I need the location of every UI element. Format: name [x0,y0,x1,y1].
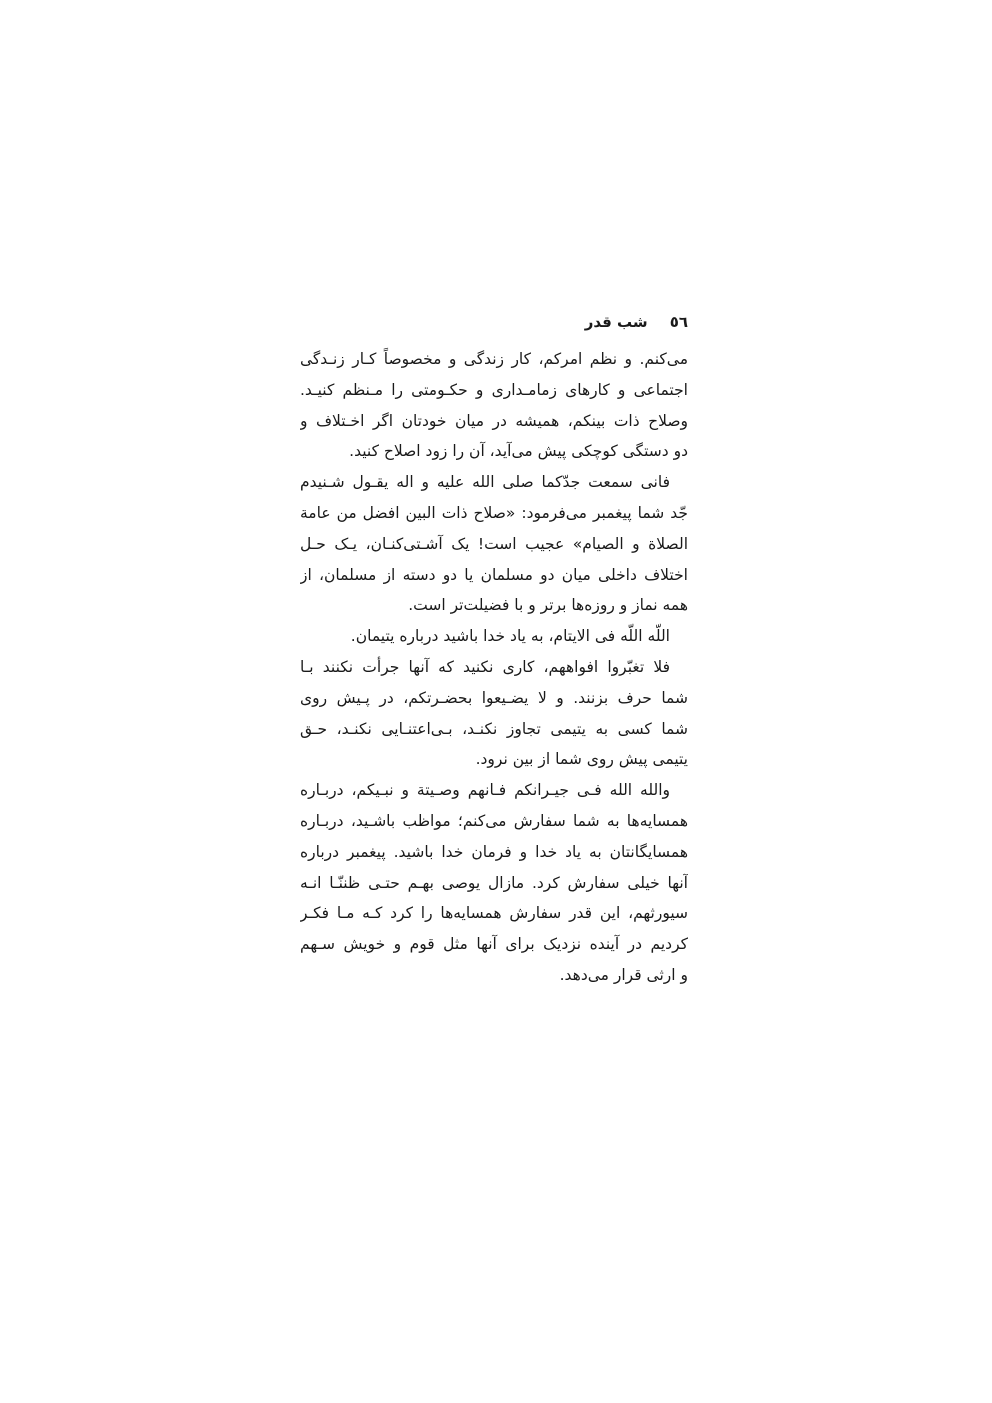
text-line: اجتماعی و کارهای زمامـداری و حکـومتی را مـنظم کنیـد. [300,380,688,399]
text-line: اختلاف داخلی میان دو مسلمان یا دو دسته از مسلمان، از [300,565,688,584]
text-line: می‌کنم. و نظم امرکم، کار زندگی و مخصوصاً کـار زنـدگی [300,350,688,368]
text-line: جّد شما پیغمبر می‌فرمود: «صلاح ذات البین افضل من عامة [300,503,688,522]
book-title: شب قدر [584,313,648,331]
text-line: شما حرف بزنند. و لا یضـیعوا بحضـرتکم، در پـیش روی [300,688,688,707]
text-line: آنها خیلی سفارش کرد. مازال یوصی بهـم حتـی ظننّـا انـه [300,873,688,892]
text-line: فانی سمعت جدّکما صلی الله علیه و اله یقـول شـنیدم [300,473,670,492]
page-header [300,308,688,336]
text-line: فلا تغبّروا افواههم، کاری نکنید که آنها جرأت نکنند بـا [300,657,670,676]
text-line: وصلاح ذات بینکم، همیشه در میان خودتان اگر اخـتلاف و [300,411,688,430]
text-line: و ارثی قرار می‌دهد. [559,965,688,984]
text-line: الصلاة و الصیام» عجیب است! یک آشـتی‌کنـان، یـک حـل [300,534,688,553]
body-text [300,344,688,991]
text-line: والله الله فـی جیـرانکم فـانهم وصـیتة و نبـیکم، دربـاره [300,781,670,800]
text-line: همه نماز و روزه‌ها برتر و با فضیلت‌تر است. [408,596,688,615]
text-line: اللّه اللّه فی الایتام، به یاد خدا باشید درباره یتیمان. [350,627,670,646]
text-line: شما کسی به یتیمی تجاوز نکنـد، بـی‌اعتنـایی نکنـد، حـق [300,719,688,738]
text-line: همسایگانتان به یاد خدا و فرمان خدا باشید. پیغمبر درباره [300,842,688,861]
text-line: دو دستگی کوچکی پیش می‌آید، آن را زود اصلاح کنید. [349,442,688,461]
text-line: کردیم در آینده نزدیک برای آنها مثل قوم و خویش سـهم [300,935,688,954]
page-number: ٥٦ [669,313,688,331]
text-line: همسایه‌ها به شما سفارش می‌کنم؛ مواظب باشـید، دربـاره [300,811,688,830]
text-line: یتیمی پیش روی شما از بین نرود. [475,750,688,769]
text-line: سیورثهم، این قدر سفارش همسایه‌ها را کرد کـه مـا فکـر [300,904,688,923]
